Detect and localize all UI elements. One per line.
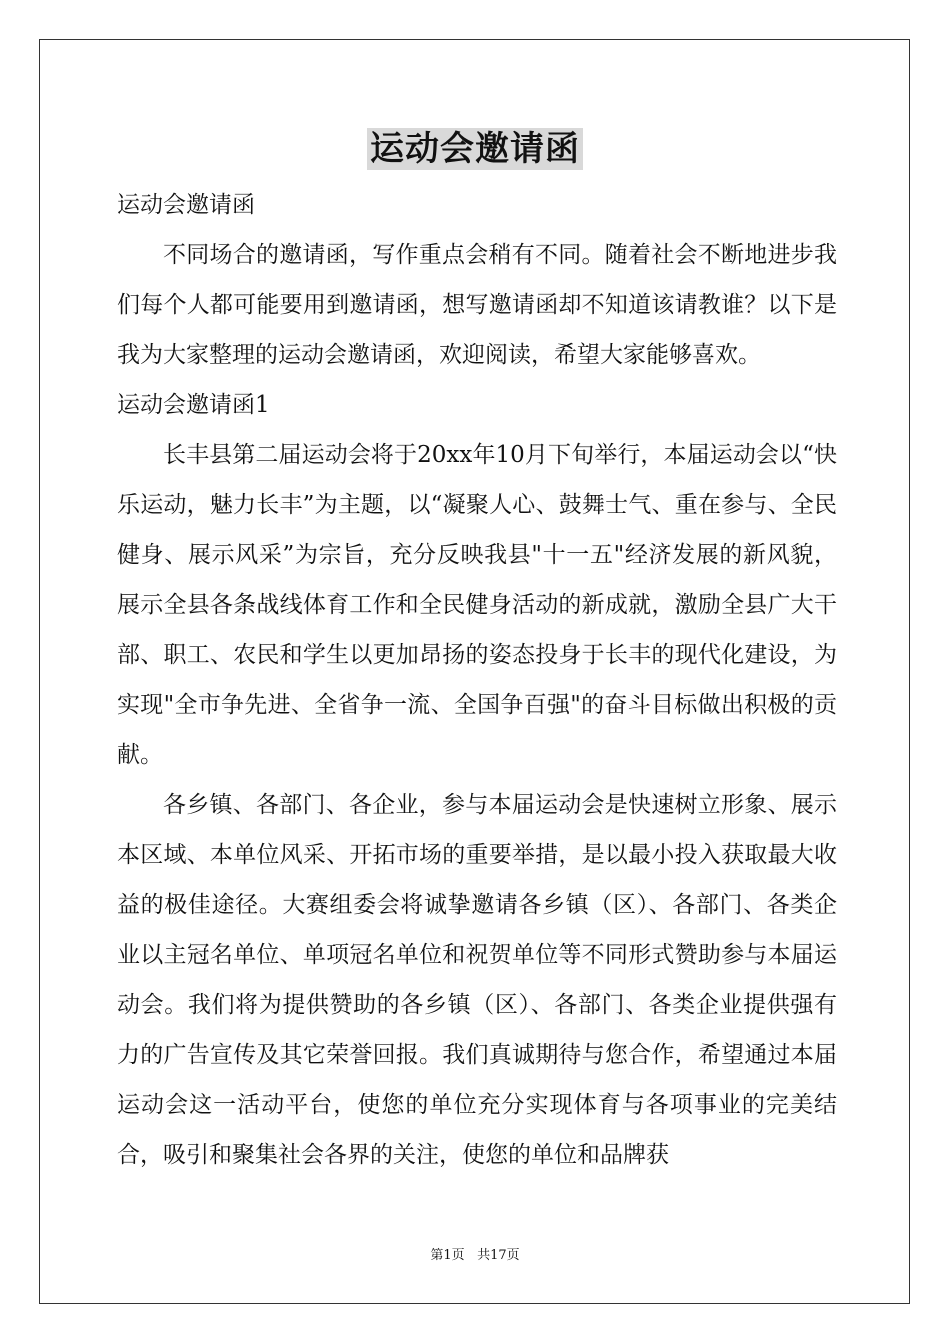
intro-paragraph: 不同场合的邀请函，写作重点会稍有不同。随着社会不断地进步我们每个人都可能要用到邀请函，想写邀请函却不知道该请教谁？以下是我为大家整理的运动会邀请函，欢迎阅读，希望大家能够喜欢。 bbox=[117, 242, 837, 368]
subtitle: 运动会邀请函 bbox=[117, 192, 255, 218]
document-title: 运动会邀请函 bbox=[367, 128, 583, 170]
page-footer bbox=[0, 1246, 950, 1266]
title-area bbox=[0, 128, 950, 170]
page-total: 共17页 bbox=[477, 1248, 520, 1263]
page-number: 第1页 bbox=[430, 1248, 465, 1263]
section-heading: 运动会邀请函1 bbox=[117, 392, 270, 418]
body-paragraph-2: 各乡镇、各部门、各企业，参与本届运动会是快速树立形象、展示本区域、本单位风采、开拓市场的重要举措，是以最小投入获取最大收益的极佳途径。大赛组委会将诚挚邀请各乡镇（区）、各部门、各类企业以主冠名单位、单项冠名单位和祝贺单位等不同形式赞助参与本届运动会。我们将为提供赞助的各乡镇（区）、各部门、各类企业提供强有力的广告宣传及其它荣誉回报。我们真诚期待与您合作，希望通过本届运动会这一活动平台，使您的单位充分实现体育与各项事业的完美结合，吸引和聚集社会各界的关注，使您的单位和品牌获 bbox=[117, 792, 837, 1168]
body-paragraph-1: 长丰县第二届运动会将于20xx年10月下旬举行，本届运动会以“快乐运动，魅力长丰”为主题，以“凝聚人心、鼓舞士气、重在参与、全民健身、展示风采”为宗旨，充分反映我县"十一五"经济发展的新风貌，展示全县各条战线体育工作和全民健身活动的新成就，激励全县广大干部、职工、农民和学生以更加昂扬的姿态投身于长丰的现代化建设，为实现"全市争先进、全省争一流、全国争百强"的奋斗目标做出积极的贡献。 bbox=[117, 442, 837, 768]
document-body bbox=[117, 180, 837, 1180]
